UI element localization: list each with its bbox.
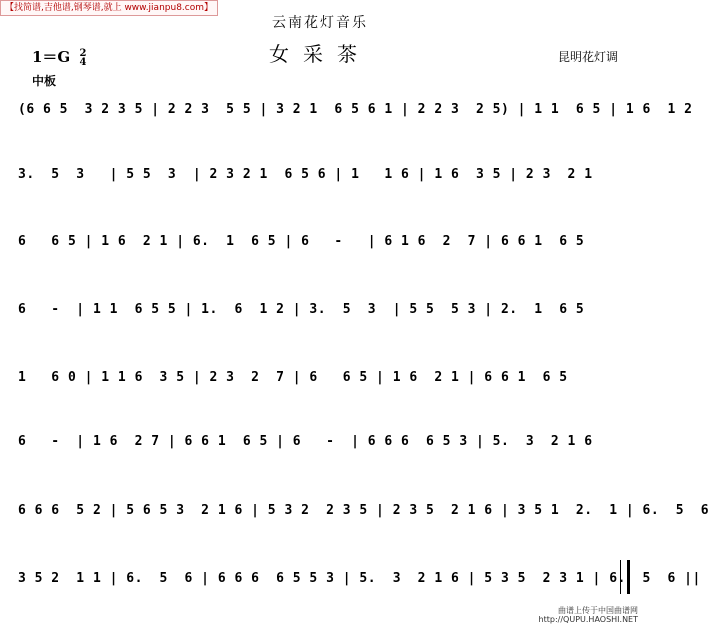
time-signature-bottom: 4: [79, 57, 87, 68]
composer-note: 昆明花灯调: [557, 50, 618, 64]
score-line-4: [18, 296, 630, 324]
watermark-bottom-line-2: http://QUPU.HAOSHI.NET: [538, 615, 638, 624]
score-line-3: [18, 228, 630, 256]
key-signature: [32, 46, 86, 67]
score-line-text: 6 - | 1 6 2 7 | 6 6 1 6 5 | 6 - | 6 6 6 6 5 3 | 5. 3 2 1 6: [18, 434, 593, 449]
score-line-5: [18, 364, 630, 392]
score-line-2: [18, 161, 630, 189]
score-line-7: [18, 497, 709, 525]
time-signature-top: 2: [79, 48, 87, 59]
tempo-marking: 中板: [32, 74, 57, 88]
site-watermark-bottom: [539, 606, 638, 624]
score-line-text: 6 6 6 5 2 | 5 6 5 3 2 1 6 | 5 3 2 2 3 5 | 2 3 5 2 1 6 | 3 5 1 2. 1 | 6. 5 6: [18, 503, 709, 518]
watermark-bottom-line-1: 曲谱上传于中国曲谱网: [558, 606, 638, 615]
score-line-text: 6 6 5 | 1 6 2 1 | 6. 1 6 5 | 6 - | 6 1 6 2 7 | 6 6 1 6 5: [18, 234, 585, 249]
score-line-text: (6 6 5 3 2 3 5 | 2 2 3 5 5 | 3 2 1 6 5 6 1 | 2 2 3 2 5) | 1 1 6 5 | 1 6 1 2: [18, 102, 693, 117]
song-series: 云南花灯音乐: [272, 15, 368, 31]
score-line-6: [18, 428, 630, 456]
final-barline: [620, 560, 630, 594]
key-label: 1＝G: [32, 48, 71, 66]
score-line-text: 1 6 0 | 1 1 6 3 5 | 2 3 2 7 | 6 6 5 | 1 6 2 1 | 6 6 1 6 5: [18, 370, 568, 385]
score-line-text: 3 5 2 1 1 | 6. 5 6 | 6 6 6 6 5 5 3 | 5. 3 2 1 6 | 5 3 5 2 3 1 | 6. 5 6 ||: [18, 571, 701, 586]
score-line-text: 3. 5 3 | 5 5 3 | 2 3 2 1 6 5 6 | 1 1 6 | 1 6 3 5 | 2 3 2 1: [18, 167, 593, 182]
score-line-1: [18, 96, 693, 124]
site-watermark-top: 【找简谱,吉他谱,钢琴谱,就上 www.jianpu8.com】: [0, 0, 218, 16]
score-line-8: [18, 565, 701, 593]
page-title: 女采茶: [269, 42, 371, 66]
score-line-text: 6 - | 1 1 6 5 5 | 1. 6 1 2 | 3. 5 3 | 5 5 5 3 | 2. 1 6 5: [18, 302, 585, 317]
time-signature: [79, 49, 86, 67]
